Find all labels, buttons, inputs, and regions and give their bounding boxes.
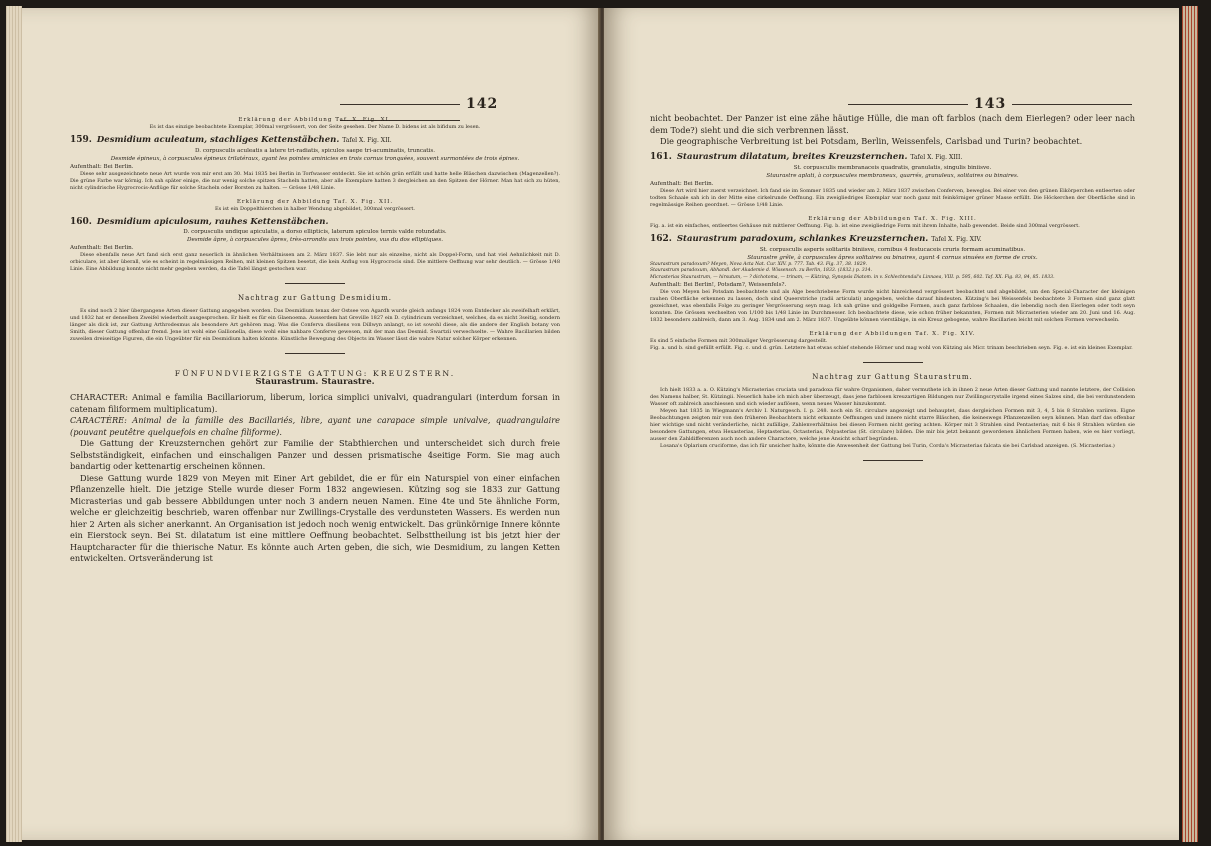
species-heading-160: 160. Desmidium apiculosum, rauhes Kettenstäbchen. [70, 217, 329, 227]
figure-caption-text: Fig. a. und b. sind gefüllt erfüllt. Fig. c. und d. grün. Letztere hat etwas schief stehende Hörner und mag wohl von Kützing als Micr. trinam beschrieben seyn. Fig. e. ist ein kleines Exemplar. [650, 345, 1133, 351]
genus-paragraph: Die Gattung der Kreuzsternchen gehört zur Familie der Stabthierchen und unterscheidet sich durch freie Selbstständigkeit, einfachen und einschaligen Panzer und dessen prismatische 4seitige Form. Sie mag auch bandartig oder kettenartig erscheinen können. [70, 438, 560, 471]
synonymy-reference: Staurastrum paradoxum, Abhandl. der Akademie d. Wissensch. zu Berlin, 1833. (1832.) p. 314. [650, 268, 873, 273]
genus-name: Staurastrum. Staurastre. [255, 377, 375, 387]
supplement-paragraph: Meyen hat 1835 in Wiegmann's Archiv I. Naturgesch. I. p. 248. noch ein St. circulare angezeigt und behauptet, dass dergleichen Formen mit 3, 4, 5 bis 8 Strahlen variiren. Eigne Beobachtungen zeigten mir von den früheren Beobachtern nicht erkannte Oeffnungen und innere nicht starre Bläschen, die keineswegs Pflanzenzellen seyn können. Man darf das offenbar hier wichtige und nicht veränderliche, nicht zufällige, Zahlenverhältniss bei diesen Formen nicht gering achten. Körper mit 3 Strahlen sind Pentasterias; mit 6 bis 8 Strahlen würden sie besondere Gattungen, etwa Hexasterias, Heptasterias, Octasterias, Polyasterias (St. circulare) bilden. Die mir bis jetzt bekannt gewordenen ähnlichen Formen haben, wie es hier vorliegt, ausser den Zahldifferenzen auch noch andere Charactere, welche jene Ansicht scharf begründen. [650, 408, 1135, 442]
figure-caption-title: Erklärung der Abbildungen Taf. X. Fig. XIV. [809, 331, 976, 337]
synonymy-reference: Staurastrum paradoxum? Meyen, Nova Acta Nat. Cur. XIV. p. 777. Tab. 43. Fig. 37, 38. 1829. [650, 261, 868, 267]
supplement-title: Nachtrag zur Gattung Staurastrum. [812, 373, 973, 381]
habitat: Aufenthalt: Bei Berlin. [70, 164, 134, 170]
figure-caption-title: Erklärung der Abbildung Taf. X. Fig. XII. [236, 199, 394, 205]
figure-caption-title: Erklärung der Abbildung Taf. X. Fig. XI. [238, 117, 392, 123]
figure-caption-text: Es ist ein Doppelthierchen in halber Wendung abgebildet, 300mal vergrössert. [215, 206, 415, 212]
french-diagnosis: Staurastre aplati, à corpuscules membraneux, quarrés, granuleux, solitaires ou binaires. [766, 172, 1019, 179]
figure-caption-title: Erklärung der Abbildungen Taf. X. Fig. XIII. [808, 215, 977, 222]
left-page [22, 8, 600, 840]
right-page [604, 8, 1179, 840]
latin-diagnosis: D. corpusculis aculeatis a latere tri-radiatis, spiculos saepe tri-acuminatis, truncatis. [195, 148, 435, 154]
supplement-paragraph: Ich hielt 1833 a. a. O. Kützing's Micrasterias cruciata und paradoxa für wahre Organismen, daher vermuthete ich in ihnen 2 neue Arten dieser Gattung und nannte letztere, der Collision des Namens halber, St. Kützingii. Neuerlich habe ich mich aber überzeugt, dass jene farblosen kreuzartigen Bildungen nur Zwillingscrystalle irgend eines Salzes sind, die bei verdunstendem Wasser oft zahlreich anschiessen und sich wieder auflösen, wenn neues Wasser hinzukommt. [650, 387, 1135, 407]
description-paragraph: Die von Meyen bei Potsdam beobachtete und als Alge beschriebene Form wurde nicht hinreichend vergrössert beobachtet und abgebildet, um den Special-Character der kleinigen rauhen Oberfläche erkennen zu lassen, doch sind Queerstriche (radii articulati) angegeben, welche darauf hindeuten. Kützing's bei Weissenfels beobachtete 3 Formen sind ganz glatt gezeichnet, was ebenfalls Folge zu geringer Vergrösserung seyn mag. Ich sah grüne und goldgelbe Formen, auch ganz farblose Schaalen, die lebendig noch den Eierlegen oder todt seyn konnten. Die Grössen wechselten von 1/100 bis 1/48 Linie im Durchmesser. Ich beobachtete diese, wie schon früher bekannten, Formen mit Micrasterien wieder am 20. Juni und 16. Aug. 1832 besonders zahlreich, dann am 3. Aug. 1834 und am 2. März 1837. Ungeübte können vierstäbige, in ein Kreuz gebogene, wahre Bacillarien leicht mit solchen Formen verwechseln. [650, 289, 1135, 323]
right-page-content [650, 113, 1135, 471]
species-heading-162: 162. Staurastrum paradoxum, schlankes Kreuzsternchen. Tafel X. Fig. XIV. [650, 233, 982, 244]
left-page-number: 142 [334, 96, 600, 128]
figure-caption-text: Es sind 5 einfache Formen mit 300maliger Vergrösserung dargestellt. [650, 338, 828, 344]
genus-title: FÜNFUNDVIERZIGSTE GATTUNG: KREUZSTERN. [174, 369, 456, 378]
genus-paragraph: Diese Gattung wurde 1829 von Meyen mit Einer Art gebildet, die er für ein Naturspiel von einer einfachen Pflanzenzelle hielt. Die jetzige Stelle wurde dieser Form 1832 angewiesen. Kützing sog sie 1833 zur Gattung Micrasterias und gab bessere Abbildungen unter noch 3 andern neuen Namen. Eine 4te und 5te ähnliche Form, welche er gleichzeitig beschrieb, waren offenbar nur Zwillings-Crystalle des verdunsteten Wassers. Es werden nun hier 2 Arten als sicher anerkannt. An Organisation ist jedoch noch wenig entwickelt. Das grünkörnige Innere könnte ein Eierstock seyn. Bei St. dilatatum ist eine mittlere Oeffnung beobachtet. Selbsttheilung ist bis jetzt hier der Hauptcharacter für die thierische Natur. Es könnte auch Arten geben, die sich, wie Desmidium, zu langen Ketten entwickelten. Ortsveränderung ist [70, 472, 560, 563]
supplement-paragraph: Losana's Oplarium cruciforme, das ich für unsicher halte, könnte die Anwesenheit der Gattung bei Turin, Corda's Micrasterias falcata sie bei Carlsbad anzeigen. (S. Micrasterias.) [660, 443, 1115, 449]
french-diagnosis: Staurastre grêle, à corpuscules âpres solitaires ou binaires, ayant 4 cornus sinuées en forme de croix. [747, 254, 1038, 261]
latin-diagnosis: D. corpusculis undique apiculatis, a dorso ellipticis, laterum spiculos ternis valde rotundatis. [183, 229, 447, 235]
habitat: Aufenthalt: Bei Berlin. [70, 245, 134, 251]
right-page-number: 143 [842, 96, 1138, 112]
species-heading-161: 161. Staurastrum dilatatum, breites Kreuzsternchen. Tafel X. Fig. XIII. [650, 151, 963, 162]
latin-diagnosis: St. corpusculis asperis solitariis biniisve, cornibus 4 festucaceis cruris formam acuminatibus. [759, 246, 1026, 253]
left-page-edge [6, 6, 22, 842]
left-page-content [70, 116, 560, 565]
habitat: Aufenthalt: Bei Berlin. [650, 180, 714, 187]
distribution-paragraph: Die geographische Verbreitung ist bei Potsdam, Berlin, Weissenfels, Carlsbad und Turin? beobachtet. [660, 136, 1083, 146]
section-divider [285, 353, 345, 354]
section-divider [863, 362, 923, 363]
french-character: CARACTÈRE: Animal de la famille des Bacillariés, libre, ayant une carapace simple univalve, quadrangulaire (pouvant peutêtre quelquefois en chaîne filiforme). [70, 415, 560, 437]
section-divider [285, 283, 345, 284]
figure-caption-text: Fig. a. ist ein einfaches, entleertes Gehäuse mit mittlerer Oeffnung. Fig. b. ist eine zweigliedrige Form mit ihrem Inhalte, halb gewendet. Beide sind 300mal vergrössert. [650, 222, 1080, 229]
continuation-paragraph: nicht beobachtet. Der Panzer ist eine zähe häutige Hülle, die man oft farblos (nach dem Eierlegen? oder leer nach dem Tode?) sieht und die sich verbrennen lässt. [650, 113, 1135, 135]
description-paragraph: Diese sehr ausgezeichnete neue Art wurde von mir erst am 30. Mai 1835 bei Berlin in Torfwasser entdeckt. Sie ist schön grün erfüllt und hatte helle Bläschen dazwischen (Magenzellen?). Die grüne Farbe war körnig. Ich sah später einige, die nur wenig solche spitzen Stacheln hatten, aber alle Exemplare hatten 3 dergleichen an den Spitzen der Hörner. Man hat sich zu hüten, nicht cylindrische Hygrocrocis-Anflüge für solche Stacheln oder Borsten zu halten. — Grösse 1/48 Linie. [70, 171, 560, 191]
synonymy-reference: Micrasterias Staurastrum, — hirsutum, — ? dichotoma, — trinam, — Kützing, Synopsis Diatom. in v. Schlechtendal's Linnaea, VIII. p. 595, 602. Taf. XX. Fig. 83, 84, 85. 1833. [650, 274, 1055, 280]
latin-character: CHARACTER: Animal e familia Bacillariorum, liberum, lorica simplici univalvi, quadrangulari (interdum forsan in catenam filiformem multiplicatum). [70, 392, 560, 414]
french-diagnosis: Desmide âpre, à corpuscules âpres, très-arrondis aux trois pointes, vus du dos elliptiques. [186, 237, 444, 243]
latin-diagnosis: St. corpusculis membranaceis quadratis, granulatis, singulis biniisve. [793, 164, 992, 171]
species-heading-159: 159. Desmidium aculeatum, stachliges Kettenstäbchen. Tafel X. Fig. XII. [70, 135, 392, 145]
section-divider [863, 460, 923, 461]
french-diagnosis: Desmide épineux, à corpuscules épineux trilatéraux, ayant les pointes aminicies en trois cornus tronquées, souvent surmontées de trois épines. [110, 156, 520, 162]
habitat: Aufenthalt: Bei Berlin!, Potsdam?, Weissenfels?. [650, 282, 787, 288]
figure-caption-text: Es ist das einzige beobachtete Exemplar, 300mal vergrössert, von der Seite gesehen. Der Name D. bidens ist als bifidum zu lesen. [149, 124, 481, 130]
supplement-paragraph: Es sind noch 2 hier übergangene Arten dieser Gattung angegeben worden. Das Desmidium tenax der Ostsee von Agardh wurde gleich anfangs 1824 vom Entdecker als zweifelhaft erklärt, und 1832 hat er denselben Zweifel wiederholt ausgesprochen. Er hielt es für ein Glaenoema. Ausserdem hat Greville 1827 ein D. cylindricum verzeichnet, welches, da es nicht 3seitig, sondern länger als dick ist, zur Gattung Arthrodesmus als besondere Art gehören mag. Was die Conferva dissiliens von Dillwyn anlangt, so ist sowohl diese, als die andere der English botany von Smith, dieser Gattung offenbar fremd. Jene ist wohl eine Gallionella, diese wohl eine nahbare Conferve gewesen, mit der man das Desmid. Swartzii verwechselte. — Wahre Bacillarien bilden zuweilen dreiseitige Figuren, die ein Ungeübter für ein Desmidium halten könnte. Künstliche Bewegung des Objects im Wasser lässt die wahre Natur solcher Körper erkennen. [70, 308, 560, 342]
supplement-title: Nachtrag zur Gattung Desmidium. [238, 294, 392, 302]
description-paragraph: Diese Art wird hier zuerst verzeichnet. Ich fand sie im Sommer 1835 und wieder am 2. März 1837 zwischen Conferven, beweglos. Bei einer von den grünen Eikörperchen entleerten oder todten Schaale sah ich in der Mitte eine cirkelrunde Oeffnung. Ein zweigliedriges Exemplar war noch ganz mit feinkörniger grüner Masse erfüllt. Die Höckerchen der Oberfläche sind in regelmässige Reihen geordnet. — Grösse 1/48 Linie. [650, 187, 1135, 208]
description-paragraph: Diese ebenfalls neue Art fand sich erst ganz neuerlich in ähnlichen Verhältnissen am 2. März 1837. Sie lebt nur als einzelne, nicht als Doppel-Form, und hat viel Aehnlichkeit mit D. orbiculare, ist aber überall, wie es scheint in regelmässigen Reihen, mit kleinen Spitzen besetzt, die kein Anflug von Hygrocrocis sind. Die mittlere Oeffnung war sehr deutlich. — Grösse 1/48 Linie. Eine Abbildung konnte nicht mehr gegeben werden, da die Tafel längst gestochen war. [70, 252, 560, 272]
right-page-edge [1182, 6, 1198, 842]
